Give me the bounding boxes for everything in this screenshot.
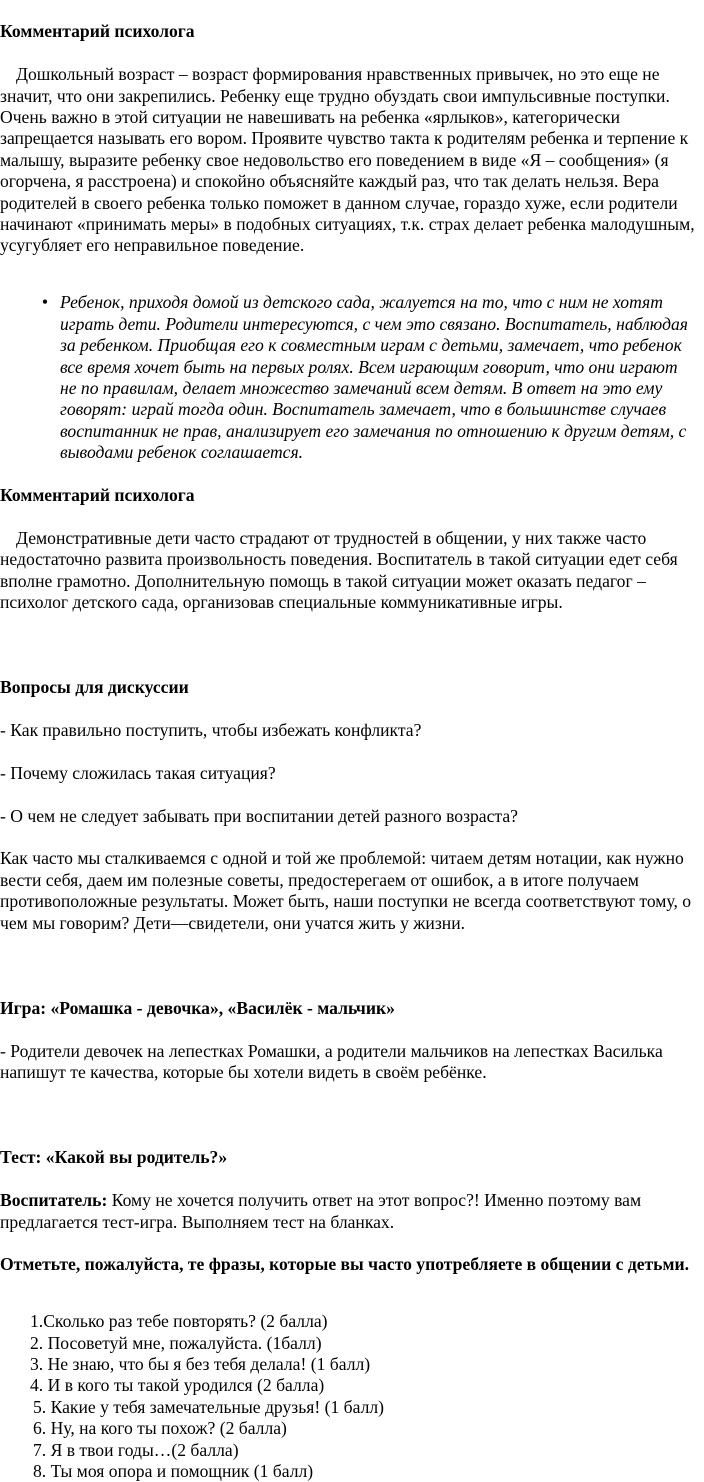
list-item: 8. Ты моя опора и помощник (1 балл) xyxy=(33,1461,314,1481)
question-item: - Почему сложилась такая ситуация? xyxy=(0,762,276,783)
discussion-questions xyxy=(0,656,704,956)
game-section xyxy=(0,976,704,1104)
spacer xyxy=(0,955,704,976)
paragraph: - Родители девочек на лепестках Ромашки, а родители мальчиков на лепестках Василька напишут те качества, которые бы хотели видеть в своём ребёнке. xyxy=(0,1040,663,1083)
list-item: 5. Какие у тебя замечательные друзья! (1 балл) xyxy=(33,1396,385,1417)
list-item: 2. Посоветуй мне, пожалуйста. (1балл) xyxy=(30,1332,322,1353)
paragraph: Демонстративные дети часто страдают от трудностей в общении, у них также часто недостаточно развита произвольность поведения. Воспитатель в такой ситуации едет себя вполне грамотно. Дополнительную помощь в такой ситуации может оказать педагог – психолог детского сада, организовав специальные коммуникативные игры. xyxy=(0,527,678,612)
list-item: 6. Ну, на кого ты похож? (2 балла) xyxy=(33,1418,287,1439)
psychologist-comment-2 xyxy=(0,464,704,635)
section-heading: Игра: «Ромашка - девочка», «Василёк - мальчик» xyxy=(0,997,395,1018)
section-heading: Тест: «Какой вы родитель?» xyxy=(0,1147,228,1168)
bullet-icon: • xyxy=(41,292,48,313)
question-item: - Как правильно поступить, чтобы избежать конфликта? xyxy=(0,720,422,740)
section-heading: Комментарий психолога xyxy=(0,484,195,505)
paragraph: Дошкольный возраст – возраст формирования нравственных привычек, но это еще не значит, что они закрепились. Ребенку еще трудно обуздать свои импульсивные поступки. Очень важно в этой ситуации не навешивать на ребенка «ярлыков», категорически запрещается называть его вором. Проявите чувство такта к родителям ребенка и терпение к малышу, выразите ребенку свое недовольство его поведением в виде «Я – сообщения» (я огорчена, я расстроена) и спокойно объясняйте каждый раз, что так делать нельзя. Вера родителей в своего ребенка только поможет в данном случае, гораздо хуже, если родители начинают «принимать меры» в подобных ситуациях, т.к. страх делает ребенка малодушным, усугубляет его неправильное поведение. xyxy=(0,64,695,256)
list-item: 4. И в кого ты такой уродился (2 балла) xyxy=(30,1375,325,1396)
paragraph: Как часто мы сталкиваемся с одной и той же проблемой: читаем детям нотации, как нужно вести себя, даем им полезные советы, предостерегаем от ошибок, а в итоге получаем противоположные результаты. Может быть, наши поступки не всегда соответствуют тому, о чем мы говорим? Дети—свидетели, они учатся жить у жизни. xyxy=(0,848,692,933)
list-item: 3. Не знаю, что бы я без тебя делала! (1 балл) xyxy=(30,1353,371,1374)
speaker-label: Воспитатель: xyxy=(0,1190,108,1211)
phrase-list xyxy=(0,1311,704,1482)
list-item: 7. Я в твои годы…(2 балла) xyxy=(33,1439,239,1460)
list-item: 1.Сколько раз тебе повторять? (2 балла) xyxy=(30,1311,328,1332)
paragraph xyxy=(0,1190,704,1233)
section-heading: Вопросы для дискуссии xyxy=(0,677,189,698)
spacer xyxy=(0,635,704,656)
section-heading: Комментарий психолога xyxy=(0,21,195,42)
spacer xyxy=(0,1105,704,1126)
test-instruction: Отметьте, пожалуйста, те фразы, которые вы часто употребляете в общении с детьми. xyxy=(0,1254,689,1275)
situation-bullet xyxy=(0,292,704,463)
question-item: - О чем не следует забывать при воспитании детей разного возраста? xyxy=(0,805,518,826)
test-section xyxy=(0,1126,704,1297)
paragraph-text: Кому не хочется получить ответ на этот вопрос?! Именно поэтому вам предлагается тест-игра. Выполняем тест на бланках. xyxy=(0,1190,642,1232)
bullet-paragraph: Ребенок, приходя домой из детского сада, жалуется на то, что с ним не хотят играть дети. Родители интересуются, с чем это связано. Воспитатель, наблюдая за ребенком. Приобщая его к совместным играм с детьми, замечает, что ребенок все время хочет быть на первых ролях. Всем играющим говорит, что они играют не по правилам, делает множество замечаний всем детям. В ответ на это ему говорят: играй тогда один. Воспитатель замечает, что в большинстве случаев воспитанник не прав, анализирует его замечания по отношению к другим детям, с выводами ребенок соглашается. xyxy=(60,292,688,463)
psychologist-comment-1 xyxy=(0,0,704,278)
